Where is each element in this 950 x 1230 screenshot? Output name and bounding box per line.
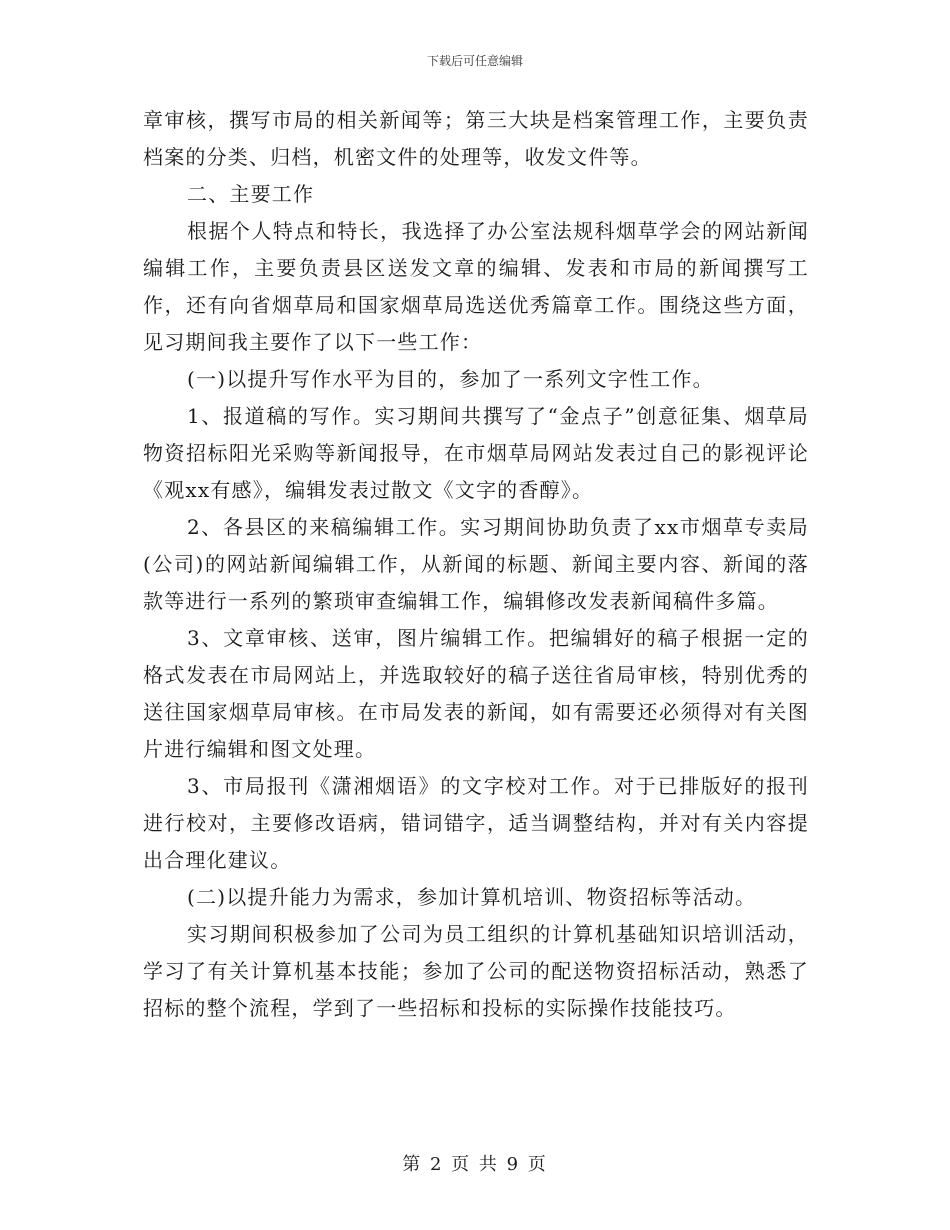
paragraph-8: 3、市局报刊《潇湘烟语》的文字校对工作。对于已排版好的报刊进行校对，主要修改语病，错词错字，适当调整结构，并对有关内容提出合理化建议。 [143,774,809,872]
paragraph-1: 章审核，撰写市局的相关新闻等；第三大块是档案管理工作，主要负责档案的分类、归档，机密文件的处理等，收发文件等。 [143,108,809,169]
section-heading-main-work: 二、主要工作 [187,182,315,206]
paragraph-10: 实习期间积极参加了公司为员工组织的计算机基础知识培训活动，学习了有关计算机基本技能；参加了公司的配送物资招标活动，熟悉了招标的整个流程，学到了一些招标和投标的实际操作技能技巧。 [143,922,809,1020]
subsection-heading-2: (二)以提升能力为需求，参加计算机培训、物资招标等活动。 [187,885,757,909]
subsection-heading-1: (一)以提升写作水平为目的，参加了一系列文字性工作。 [187,367,714,391]
document-body [143,102,809,1027]
paragraph-7: 3、文章审核、送审，图片编辑工作。把编辑好的稿子根据一定的格式发表在市局网站上，并选取较好的稿子送往省局审核，特别优秀的送往国家烟草局审核。在市局发表的新闻，如有需要还必须得对有关图片进行编辑和图文处理。 [143,626,809,761]
paragraph-6: 2、各县区的来稿编辑工作。实习期间协助负责了xx市烟草专卖局(公司)的网站新闻编辑工作，从新闻的标题、新闻主要内容、新闻的落款等进行一系列的繁琐审查编辑工作，编辑修改发表新闻稿件多篇。 [143,515,809,613]
page-number-footer: 第 2 页 共 9 页 [402,1154,548,1175]
paragraph-3: 根据个人特点和特长，我选择了办公室法规科烟草学会的网站新闻编辑工作，主要负责县区送发文章的编辑、发表和市局的新闻撰写工作，还有向省烟草局和国家烟草局选送优秀篇章工作。围绕这些方面，见习期间我主要作了以下一些工作： [143,219,809,354]
page-header-note: 下载后可任意编辑 [426,54,523,68]
paragraph-5: 1、报道稿的写作。实习期间共撰写了“金点子”创意征集、烟草局物资招标阳光采购等新闻报导，在市烟草局网站发表过自己的影视评论《观xx有感》，编辑发表过散文《文字的香醇》。 [143,404,809,502]
